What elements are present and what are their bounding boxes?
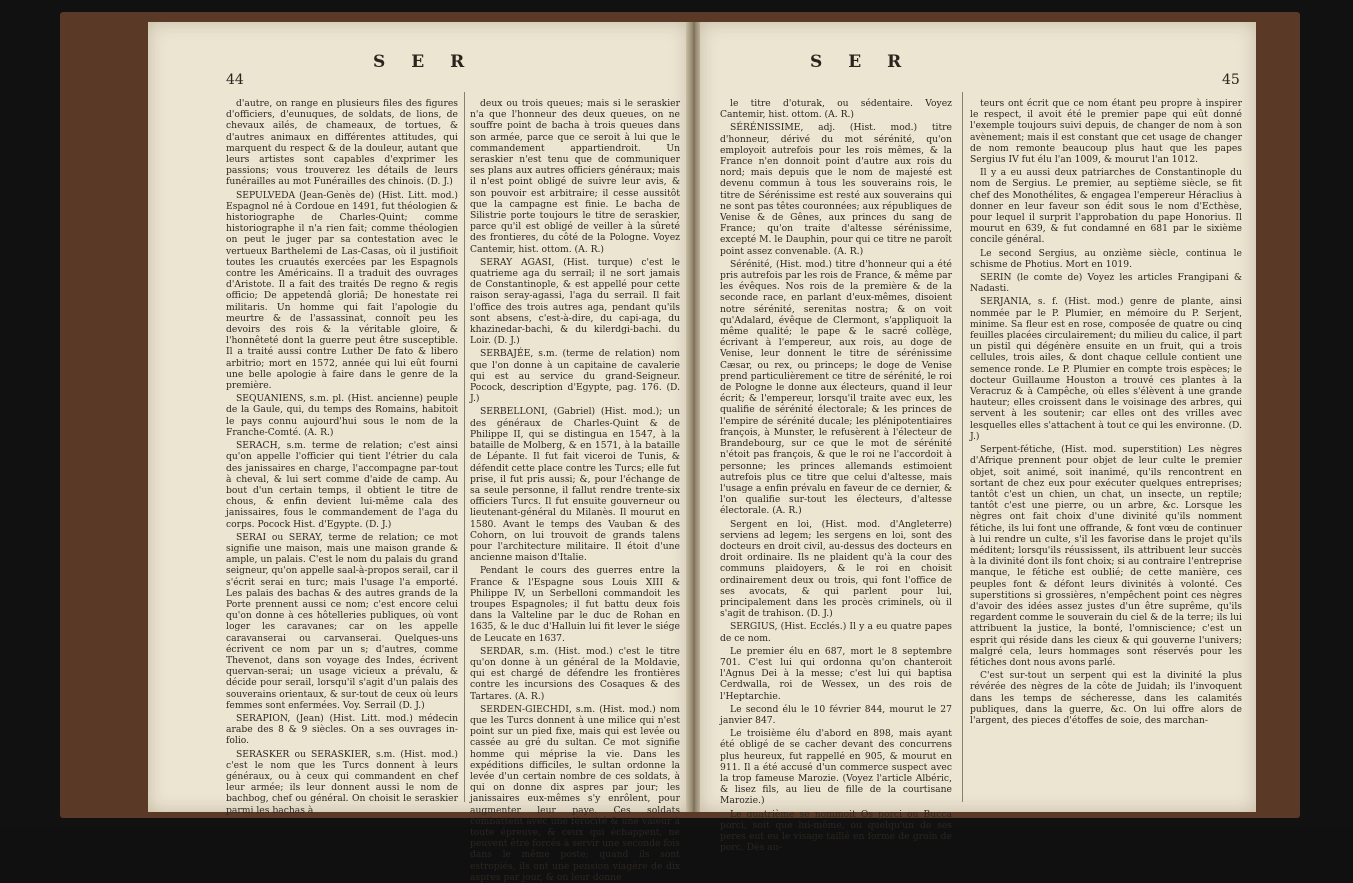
entry-paragraph: SERDEN-GIECHDI, s.m. (Hist. mod.) nom que les Turcs donnent à une milice qui n'est point sur un pied fixe, mais qui est levée ou cassée au gré du sultan. Ce mot signifie homme qui méprise la vie. Dans les expéditions difficiles, le sultan ordonne la levée d'un certain nombre de ces soldats, à qui on donne dix aspres par jour; les janissaires eux-mêmes s'y enrôlent, pour augmenter leur paye. Ces soldats combattent avec une férocité & une valeur à toute épreuve, & ceux qui échappent, ne peuvent être forcés à servir une seconde fois dans le même poste; quand ils sont estropiés, ils ont une pension viagère de dix aspres par jour, & on leur donne [470, 703, 680, 883]
entry-paragraph: Serpent-fétiche, (Hist. mod. superstition) Les nègres d'Afrique prennent pour objet de leur culte le premier objet, soit animé, soit inanimé, qu'ils rencontrent en sortant de chez eux pour exécuter quelques entreprises; tantôt c'est un chien, un chat, un insecte, un reptile; tantôt c'est une pierre, ou un arbre, &c. Lorsque les nègres ont fait choix d'une divinité qu'ils nomment fétiche, ils lui font une offrande, & font vœu de continuer à lui rendre un culte, s'il les favorise dans le projet qu'ils méditent; lorsqu'ils réussissent, ils attribuent leur succès à la divinité dont ils font choix; si au contraire l'entreprise manque, le fétiche est oublié; de cette manière, ces peuples font & défont leurs divinités à volonté. Ces superstitions si grossières, n'empêchent point ces nègres d'avoir des idées assez justes d'un être suprême, qu'ils regardent comme le souverain du ciel & de la terre; ils lui attribuent la justice, la bonté, l'omniscience; c'est un esprit qui réside dans les cieux & qui gouverne l'univers; malgré cela, leurs hommages sont réservés pour les fétiches dont nous avons parlé. [970, 444, 1242, 668]
entry-paragraph: SERBELLONI, (Gabriel) (Hist. mod.); un des généraux de Charles-Quint & de Philippe II, qui se distingua en 1547, à la bataille de Molberg, & en 1571, à la bataille de Lépante. Il fut fait viceroi de Tunis, & défendit cette place contre les Turcs; elle fut prise, il fut pris aussi; &, pour l'échange de sa seule personne, il fallut rendre trente-six officiers Turcs. Il fut ensuite gouverneur ou lieutenant-général du Milanès. Il mourut en 1580. Avant le temps des Vauban & des Cohorn, on lui trouvoit de grands talens pour l'architecture militaire. Il étoit d'une ancienne maison d'Italie. [470, 406, 680, 564]
entry-paragraph: Le premier élu en 687, mort le 8 septembre 701. C'est lui qui ordonna qu'on chanteroit l'Agnus Dei à la messe; c'est lui qui baptisa Cerdwalla, roi de Wessex, un des rois de l'Heptarchie. [720, 645, 952, 702]
left-column-1 [226, 98, 458, 816]
entry-paragraph: deux ou trois queues; mais si le seraskier n'a que l'honneur des deux queues, on ne souffre point de bacha à trois queues dans son armée, parce que ce seroit à lui que le commandement appartiendroit. Un seraskier n'est tenu que de communiquer ses plans aux autres officiers généraux; mais il n'est point obligé de suivre leur avis, & son pouvoir est arbitraire; il cesse aussitôt que la campagne est finie. Le bacha de Silistrie porte toujours le titre de seraskier, parce qu'il est obligé de veiller à la sûreté des frontieres, du côté de la Pologne. Voyez Cantemir, hist. ottom. (A. R.) [470, 98, 680, 255]
entry-paragraph: Sergent en loi, (Hist. mod. d'Angleterre) serviens ad legem; les sergens en loi, sont des docteurs en droit civil, au-dessus des docteurs en droit ordinaire. Ils ne plaident qu'à la cour des communs plaidoyers, & le roi en choisit ordinairement deux ou trois, qui font l'office de ses avocats, & qui parlent pour lui, principalement dans les procès criminels, où il s'agit de trahison. (D. J.) [720, 518, 952, 620]
right-running-head: S E R [810, 52, 912, 72]
entry-paragraph: Le second élu le 10 février 844, mourut le 27 janvier 847. [720, 703, 952, 726]
right-column-1 [720, 98, 952, 854]
column-rule [464, 92, 465, 802]
entry-paragraph: SERBAJÉE, s.m. (terme de relation) nom que l'on donne à un capitaine de cavalerie qui est au service du grand-Seigneur. Pocock, description d'Egypte, pag. 176. (D. J.) [470, 348, 680, 405]
entry-paragraph: SERAY AGASI, (Hist. turque) c'est le quatrieme aga du serrail; il ne sort jamais de Constantinople, & est appellé pour cette raison seray-agassi, l'aga du serrail. Il fait l'office des trois autres aga, pendant qu'ils sont absens, c'est-à-dire, du capi-aga, du khazinedar-bachi, & du kilerdgi-bachi. du Loir. (D. J.) [470, 256, 680, 347]
right-page [700, 22, 1256, 854]
right-column-2 [970, 98, 1242, 798]
entry-paragraph: SERAI ou SERAY, terme de relation; ce mot signifie une maison, mais une maison grande & ample, un palais. C'est le nom du palais du grand seigneur, qu'on appelle saal-à-propos serail, car il s'écrit serai en turc; mais l'usage l'a emporté. Les palais des bachas & des autres grands de la Porte prennent aussi ce nom; c'est encore celui qu'on donne à ces hôtelleries publiques, où vont loger les caravanes; car on les appelle caravanserai ou carvanserai. Quelques-uns écrivent ce nom par un s; d'autres, comme Thevenot, dans son voyage des Indes, écrivent quervan-serai; un usage vicieux a prévalu, & décide pour serail, lorsqu'il s'agit d'un palais des souverains orientaux, & sur-tout de ceux où leurs femmes sont enfermées. Voy. Serrail (D. J.) [226, 531, 458, 711]
entry-paragraph: SÉRÉNISSIME, adj. (Hist. mod.) titre d'honneur, dérivé du mot sérénité, qu'on employoit autrefois pour les rois mêmes, & la France n'en donnoit point d'autre aux rois du nord; mais depuis que le nom de majesté est devenu commun à tous les souverains rois, le titre de Sérénissime est resté aux souverains qui ne sont pas têtes couronnées; aux républiques de Venise & de Gênes, aux princes du sang de France; qu'on traite d'altesse sérénissime, excepté M. le Dauphin, pour qui ce titre ne paroît point assez convenable. (A. R.) [720, 122, 952, 257]
left-column-2 [470, 98, 680, 883]
left-page-number: 44 [226, 72, 244, 88]
entry-paragraph: Pendant le cours des guerres entre la France & l'Espagne sous Louis XIII & Philippe IV, un Serbelloni commandoit les troupes Espagnoles; il fut battu deux fois dans la Valteline par le duc de Rohan en 1635, & le duc d'Halluin lui fit lever le siége de Leucate en 1637. [470, 565, 680, 644]
entry-paragraph: Le second Sergius, au onzième siècle, continua le schisme de Photius. Mort en 1019. [970, 247, 1242, 270]
entry-paragraph: le titre d'oturak, ou sédentaire. Voyez Cantemir, hist. ottom. (A. R.) [720, 98, 952, 121]
entry-paragraph: SERDAR, s.m. (Hist. mod.) c'est le titre qu'on donne à un général de la Moldavie, qui est chargé de défendre les frontières contre les incursions des Cosaques & des Tartares. (A. R.) [470, 645, 680, 702]
entry-paragraph: SERGIUS, (Hist. Ecclés.) Il y a eu quatre papes de ce nom. [720, 621, 952, 644]
column-rule [962, 92, 963, 802]
entry-paragraph: SERIN (le comte de) Voyez les articles Frangipani & Nadasti. [970, 272, 1242, 295]
entry-paragraph: SERASKER ou SERASKIER, s.m. (Hist. mod.) c'est le nom que les Turcs donnent à leurs généraux, ou à ceux qui commandent en chef leur armée; ils leur donnent aussi le nom de bachbog, chef ou général. On choisit le seraskier parmi les bachas à [226, 748, 458, 816]
left-page [148, 22, 688, 883]
entry-paragraph: SEQUANIENS, s.m. pl. (Hist. ancienne) peuple de la Gaule, qui, du temps des Romains, habitoit le pays connu aujourd'hui sous le nom de la Franche-Comté. (A. R.) [226, 393, 458, 438]
entry-paragraph: teurs ont écrit que ce nom étant peu propre à inspirer le respect, il avoit été le premier pape qui eût donné l'exemple toujours suivi depuis, de changer de nom à son avènement; mais il est constant que cet usage de changer de nom remonte beaucoup plus haut que les papes Sergius IV fut élu l'an 1009, & mourut l'an 1012. [970, 98, 1242, 166]
entry-paragraph: C'est sur-tout un serpent qui est la divinité la plus révérée des nègres de la côte de Juidah; ils l'invoquent dans les temps de sécheresse, dans les calamités publiques, dans la guerre, &c. On lui offre alors de l'argent, des pieces d'étoffes de soie, des marchan- [970, 670, 1242, 726]
entry-paragraph: Le troisième élu d'abord en 898, mais ayant été obligé de se cacher devant des concurrens plus heureux, fut rappellé en 905, & mourut en 911. Il a été accusé d'un commerce suspect avec la trop fameuse Marozie. (Voyez l'article Albéric, & lisez fils, au lieu de fille de la courtisane Marozie.) [720, 728, 952, 807]
entry-paragraph: SEPULVEDA (Jean-Genès de) (Hist. Litt. mod.) Espagnol né à Cordoue en 1491, fut théologien & historiographe de Charles-Quint; comme historiographe il n'a rien fait; comme théologien on peut le juger par sa contestation avec le vertueux Barthelemi de Las-Casas, où il justifioit toutes les cruautés exercées par les Espagnols contre les Américains. Il a traduit des ouvrages d'Aristote. Il a fait des traités De regno & regis officio; De appetendâ gloriâ; De honestate rei militaris. Un homme qui fait l'apologie du meurtre & de l'assassinat, connoît peu les devoirs des rois & la véritable gloire, & l'honnêteté dont la guerre peut être susceptible. Il a traité aussi contre Luther De fato & libero arbitrio; mort en 1572, année qui lui eût fourni une belle apologie à faire dans le genre de la première. [226, 189, 458, 392]
entry-paragraph: Le quatrième se nommoit Os porci ou Bucca porci, soit que lui-même, ou quelqu'un de ses peres eut eu le visage taillé en forme de groin de porc. Dès au- [720, 808, 952, 854]
right-page-number: 45 [1222, 72, 1240, 88]
left-running-head: S E R [373, 52, 475, 72]
entry-paragraph: SERAPION, (Jean) (Hist. Litt. mod.) médecin arabe des 8 & 9 siècles. On a ses ouvrages in-folio. [226, 712, 458, 747]
entry-paragraph: Sérénité, (Hist. mod.) titre d'honneur qui a été pris autrefois par les rois de France, & même par les évêques. Nos rois de la première & de la seconde race, en parlant d'eux-mêmes, disoient notre sérénité, serenitas nostra; & on voit qu'Adalard, évêque de Clermont, s'appliquoit la même qualité; le pape & le sacré collège, écrivant à l'empereur, aux rois, au doge de Venise, leur donnent le titre de sérénissime Cæsar, ou rex, ou princeps; le doge de Venise prend particulièrement ce titre de sérénité, le roi de Pologne le donne aux électeurs, quand il leur écrit; & l'empereur, lorsqu'il traite avec eux, les qualifie de sérénité électorale; & les princes de l'empire de sérénité ducale; les plénipotentiaires françois, à Munster, le refusèrent à l'électeur de Brandebourg, sur ce que le mot de sérénité n'étoit pas françois, & que le roi ne l'accordoit à personne; les princes allemands estimoient autrefois plus ce titre que celui d'altesse, mais l'usage a enfin prévalu en faveur de ce dernier, & l'on qualifie sur-tout les électeurs, d'altesse électorale. (A. R.) [720, 258, 952, 517]
entry-paragraph: SERACH, s.m. terme de relation; c'est ainsi qu'on appelle l'officier qui tient l'étrier du cala des janissaires en charge, l'accompagne par-tout à cheval, & lui sert comme d'aide de camp. Au bout d'un certain temps, il obtient le titre de chous, & enfin devient lui-même cala des janissaires, fous le commandement de l'aga du corps. Pocock Hist. d'Egypte. (D. J.) [226, 440, 458, 530]
entry-paragraph: Il y a eu aussi deux patriarches de Constantinople du nom de Sergius. Le premier, au septième siècle, se fit chef des Monothélites, & engagea l'empereur Héraclius à donner en leur faveur son édit sous le nom d'Ecthèse, pour lequel il surprit l'approbation du pape Honorius. Il mourut en 639, & fut condamné en 681 par le sixième concile général. [970, 167, 1242, 246]
entry-paragraph: d'autre, on range en plusieurs files des figures d'officiers, d'eunuques, de soldats, de lions, de chevaux ailés, de chameaux, de tortues, & d'autres animaux en différentes attitudes, qui marquent du respect & de la douleur, autant que leurs artistes sont capables d'exprimer les passions; vous trouverez les détails de leurs funérailles au mot Funérailles des chinois. (D. J.) [226, 98, 458, 188]
entry-paragraph: SERJANIA, s. f. (Hist. mod.) genre de plante, ainsi nommée par le P. Plumier, en mémoire du P. Serjent, minime. Sa fleur est en rose, composée de quatre ou cinq feuilles placées circulairement; du milieu du calice, il part un pistil qui dégénère ensuite en un fruit, qui a trois cellules, trois ailes, & dont chaque cellule contient une semence ronde. Le P. Plumier en compte trois espèces; le docteur Guillaume Houston a trouvé ces plantes à la Veracruz & à Campêche, où elles s'élèvent à une grande hauteur; elles croissent dans le voisinage des arbres, qui servent à les soutenir; car elles ont des vrilles avec lesquelles elles s'attachent à tout ce qui les environne. (D. J.) [970, 296, 1242, 442]
